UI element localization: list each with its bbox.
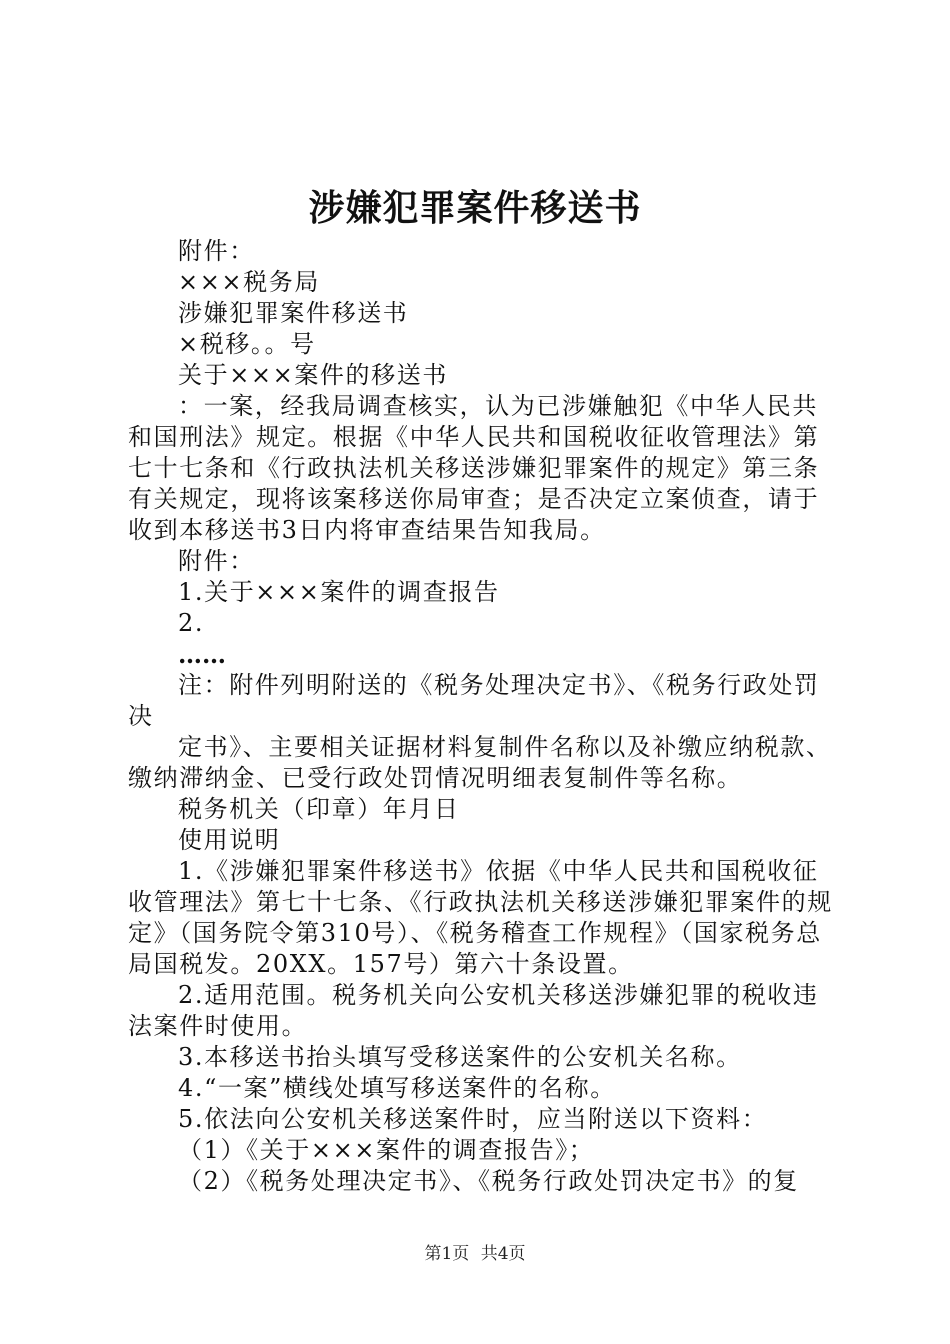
page-total: 共4页 xyxy=(480,1244,526,1264)
paragraph-attachment-item-2: 2. xyxy=(178,609,205,637)
paragraph-usage-heading: 使用说明 xyxy=(178,826,281,854)
document-title: 涉嫌犯罪案件移送书 xyxy=(308,187,642,229)
paragraph-usage-5-item-1: （1）《关于×××案件的调查报告》； xyxy=(178,1136,595,1164)
paragraph-usage-5-item-2: （2）《税务处理决定书》、《税务行政处罚决定书》的复 xyxy=(178,1167,799,1195)
paragraph-usage-1: 1.《涉嫌犯罪案件移送书》依据《中华人民共和国税收征收管理法》第七十七条、《行政执法机关移送涉嫌犯罪案件的规定》（国务院令第310号）、《税务稽查工作规程》（国家税务总局国税发。20XX。157号）第六十条设置。 xyxy=(128,857,833,978)
paragraph-usage-2: 2.适用范围。税务机关向公安机关移送涉嫌犯罪的税收违法案件时使用。 xyxy=(128,981,819,1040)
paragraph-seal-date: 税务机关（印章）年月日 xyxy=(178,795,460,823)
paragraph-usage-3: 3.本移送书抬头填写受移送案件的公安机关名称。 xyxy=(178,1043,742,1071)
paragraph-note-continued: 定书》、主要相关证据材料复制件名称以及补缴应纳税款、缴纳滞纳金、已受行政处罚情况明细表复制件等名称。 xyxy=(128,733,832,792)
paragraph-tax-bureau: ×××税务局 xyxy=(178,268,320,296)
paragraph-note: 注：附件列明附送的《税务处理决定书》、《税务行政处罚决 xyxy=(128,671,820,730)
page-current: 第1页 xyxy=(424,1244,470,1264)
paragraph-attachment-label-2: 附件： xyxy=(178,547,255,575)
page-footer xyxy=(0,1242,950,1266)
paragraph-attachment-item-1: 1.关于×××案件的调查报告 xyxy=(178,578,500,606)
document-body xyxy=(128,236,838,1197)
paragraph-case-heading: 关于×××案件的移送书 xyxy=(178,361,448,389)
paragraph-main-body: ：一案，经我局调查核实，认为已涉嫌触犯《中华人民共和国刑法》规定。根据《中华人民共和国税收征收管理法》第七十七条和《行政执法机关移送涉嫌犯罪案件的规定》第三条有关规定，现将该案移送你局审查；是否决定立案侦查，请于收到本移送书3日内将审查结果告知我局。 xyxy=(128,392,820,544)
paragraph-ellipsis: …… xyxy=(178,640,226,669)
paragraph-usage-5: 5.依法向公安机关移送案件时，应当附送以下资料： xyxy=(178,1105,768,1133)
paragraph-attachment-label: 附件： xyxy=(178,237,255,265)
paragraph-usage-4: 4.“一案”横线处填写移送案件的名称。 xyxy=(178,1074,616,1102)
paragraph-doc-number: ×税移。。号 xyxy=(178,330,316,358)
paragraph-doc-name: 涉嫌犯罪案件移送书 xyxy=(178,299,409,327)
